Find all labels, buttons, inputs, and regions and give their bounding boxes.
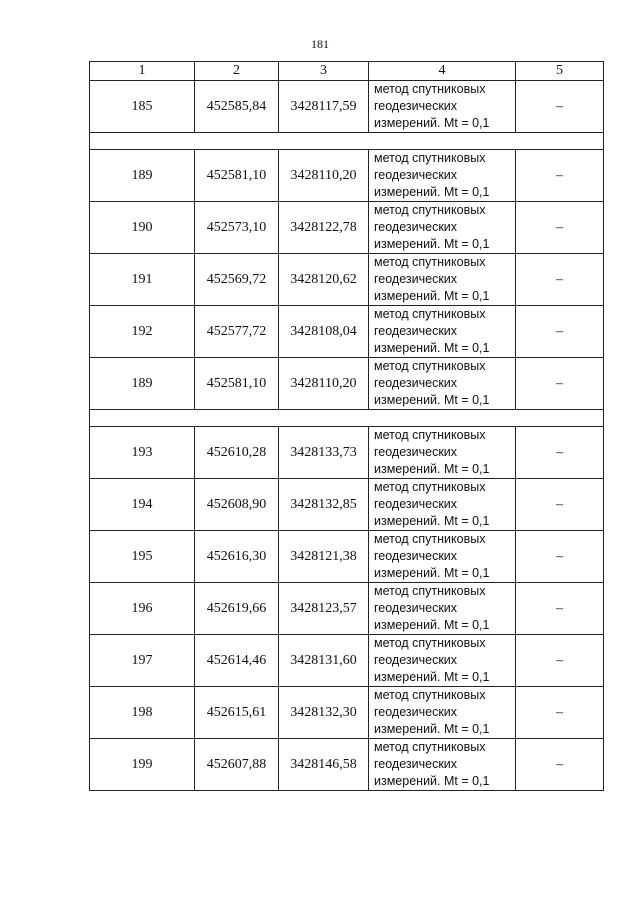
- point-number-cell: 190: [90, 202, 195, 254]
- header-col-3: 3: [279, 62, 369, 81]
- x-coordinate-cell: 452585,84: [195, 81, 279, 133]
- method-text-line: метод спутниковых: [374, 584, 486, 598]
- method-cell: [369, 635, 516, 687]
- table-header-row: [90, 62, 604, 81]
- note-cell: –: [516, 531, 604, 583]
- point-number-cell: 198: [90, 687, 195, 739]
- method-text-line: метод спутниковых: [374, 359, 486, 373]
- coordinates-table: [89, 61, 604, 791]
- method-text-line: измерений. Mt = 0,1: [374, 185, 490, 199]
- method-text-line: метод спутниковых: [374, 82, 486, 96]
- y-coordinate-cell: 3428117,59: [279, 81, 369, 133]
- note-cell: –: [516, 635, 604, 687]
- method-text-line: геодезических: [374, 220, 458, 234]
- table-row: [90, 81, 604, 133]
- note-cell: –: [516, 202, 604, 254]
- method-text-line: измерений. Mt = 0,1: [374, 462, 490, 476]
- method-text-line: измерений. Mt = 0,1: [374, 393, 490, 407]
- point-number-cell: 191: [90, 254, 195, 306]
- point-number-cell: 197: [90, 635, 195, 687]
- point-number-cell: 199: [90, 739, 195, 791]
- header-col-4: 4: [369, 62, 516, 81]
- method-cell: [369, 427, 516, 479]
- table-row: [90, 202, 604, 254]
- x-coordinate-cell: 452616,30: [195, 531, 279, 583]
- y-coordinate-cell: 3428132,30: [279, 687, 369, 739]
- x-coordinate-cell: 452608,90: [195, 479, 279, 531]
- table-row: [90, 306, 604, 358]
- method-text-line: метод спутниковых: [374, 428, 486, 442]
- method-text-line: геодезических: [374, 705, 458, 719]
- point-number-cell: 196: [90, 583, 195, 635]
- method-cell: [369, 254, 516, 306]
- method-text-line: геодезических: [374, 324, 458, 338]
- method-text-line: измерений. Mt = 0,1: [374, 774, 490, 788]
- table-row: [90, 254, 604, 306]
- section-separator-row: [90, 133, 604, 150]
- x-coordinate-cell: 452607,88: [195, 739, 279, 791]
- note-cell: –: [516, 479, 604, 531]
- x-coordinate-cell: 452581,10: [195, 358, 279, 410]
- y-coordinate-cell: 3428122,78: [279, 202, 369, 254]
- method-text-line: геодезических: [374, 99, 458, 113]
- method-text-line: метод спутниковых: [374, 532, 486, 546]
- method-text-line: геодезических: [374, 653, 458, 667]
- method-cell: [369, 739, 516, 791]
- method-cell: [369, 531, 516, 583]
- x-coordinate-cell: 452615,61: [195, 687, 279, 739]
- note-cell: –: [516, 687, 604, 739]
- method-cell: [369, 358, 516, 410]
- x-coordinate-cell: 452581,10: [195, 150, 279, 202]
- method-text-line: измерений. Mt = 0,1: [374, 670, 490, 684]
- method-text-line: измерений. Mt = 0,1: [374, 514, 490, 528]
- method-text-line: метод спутниковых: [374, 688, 486, 702]
- method-text-line: метод спутниковых: [374, 255, 486, 269]
- x-coordinate-cell: 452577,72: [195, 306, 279, 358]
- note-cell: –: [516, 81, 604, 133]
- method-text-line: измерений. Mt = 0,1: [374, 289, 490, 303]
- point-number-cell: 189: [90, 150, 195, 202]
- point-number-cell: 185: [90, 81, 195, 133]
- method-cell: [369, 81, 516, 133]
- y-coordinate-cell: 3428110,20: [279, 150, 369, 202]
- method-cell: [369, 583, 516, 635]
- note-cell: –: [516, 583, 604, 635]
- point-number-cell: 194: [90, 479, 195, 531]
- x-coordinate-cell: 452573,10: [195, 202, 279, 254]
- method-text-line: измерений. Mt = 0,1: [374, 341, 490, 355]
- table-row: [90, 687, 604, 739]
- y-coordinate-cell: 3428131,60: [279, 635, 369, 687]
- method-text-line: геодезических: [374, 757, 458, 771]
- method-text-line: метод спутниковых: [374, 636, 486, 650]
- y-coordinate-cell: 3428146,58: [279, 739, 369, 791]
- header-col-2: 2: [195, 62, 279, 81]
- method-text-line: измерений. Mt = 0,1: [374, 116, 490, 130]
- x-coordinate-cell: 452614,46: [195, 635, 279, 687]
- method-text-line: измерений. Mt = 0,1: [374, 237, 490, 251]
- x-coordinate-cell: 452610,28: [195, 427, 279, 479]
- method-text-line: геодезических: [374, 272, 458, 286]
- y-coordinate-cell: 3428123,57: [279, 583, 369, 635]
- x-coordinate-cell: 452619,66: [195, 583, 279, 635]
- note-cell: –: [516, 150, 604, 202]
- method-text-line: геодезических: [374, 601, 458, 615]
- method-text-line: метод спутниковых: [374, 480, 486, 494]
- method-cell: [369, 202, 516, 254]
- table-row: [90, 583, 604, 635]
- table-body: [90, 81, 604, 791]
- separator-cell: [90, 133, 604, 150]
- separator-cell: [90, 410, 604, 427]
- header-col-1: 1: [90, 62, 195, 81]
- table-row: [90, 150, 604, 202]
- method-text-line: измерений. Mt = 0,1: [374, 566, 490, 580]
- method-text-line: геодезических: [374, 168, 458, 182]
- table-row: [90, 479, 604, 531]
- method-text-line: геодезических: [374, 376, 458, 390]
- method-text-line: измерений. Mt = 0,1: [374, 618, 490, 632]
- y-coordinate-cell: 3428120,62: [279, 254, 369, 306]
- page-number: 181: [311, 37, 329, 51]
- header-col-5: 5: [516, 62, 604, 81]
- method-text-line: метод спутниковых: [374, 151, 486, 165]
- y-coordinate-cell: 3428132,85: [279, 479, 369, 531]
- method-text-line: метод спутниковых: [374, 203, 486, 217]
- method-text-line: метод спутниковых: [374, 740, 486, 754]
- method-cell: [369, 479, 516, 531]
- note-cell: –: [516, 254, 604, 306]
- point-number-cell: 189: [90, 358, 195, 410]
- note-cell: –: [516, 358, 604, 410]
- y-coordinate-cell: 3428121,38: [279, 531, 369, 583]
- x-coordinate-cell: 452569,72: [195, 254, 279, 306]
- method-text-line: геодезических: [374, 549, 458, 563]
- y-coordinate-cell: 3428108,04: [279, 306, 369, 358]
- method-text-line: измерений. Mt = 0,1: [374, 722, 490, 736]
- point-number-cell: 192: [90, 306, 195, 358]
- table-row: [90, 358, 604, 410]
- note-cell: –: [516, 739, 604, 791]
- section-separator-row: [90, 410, 604, 427]
- y-coordinate-cell: 3428133,73: [279, 427, 369, 479]
- method-cell: [369, 150, 516, 202]
- method-cell: [369, 306, 516, 358]
- table-row: [90, 739, 604, 791]
- point-number-cell: 193: [90, 427, 195, 479]
- method-text-line: метод спутниковых: [374, 307, 486, 321]
- method-text-line: геодезических: [374, 497, 458, 511]
- note-cell: –: [516, 306, 604, 358]
- table-row: [90, 635, 604, 687]
- y-coordinate-cell: 3428110,20: [279, 358, 369, 410]
- point-number-cell: 195: [90, 531, 195, 583]
- method-text-line: геодезических: [374, 445, 458, 459]
- note-cell: –: [516, 427, 604, 479]
- table-row: [90, 427, 604, 479]
- table-row: [90, 531, 604, 583]
- method-cell: [369, 687, 516, 739]
